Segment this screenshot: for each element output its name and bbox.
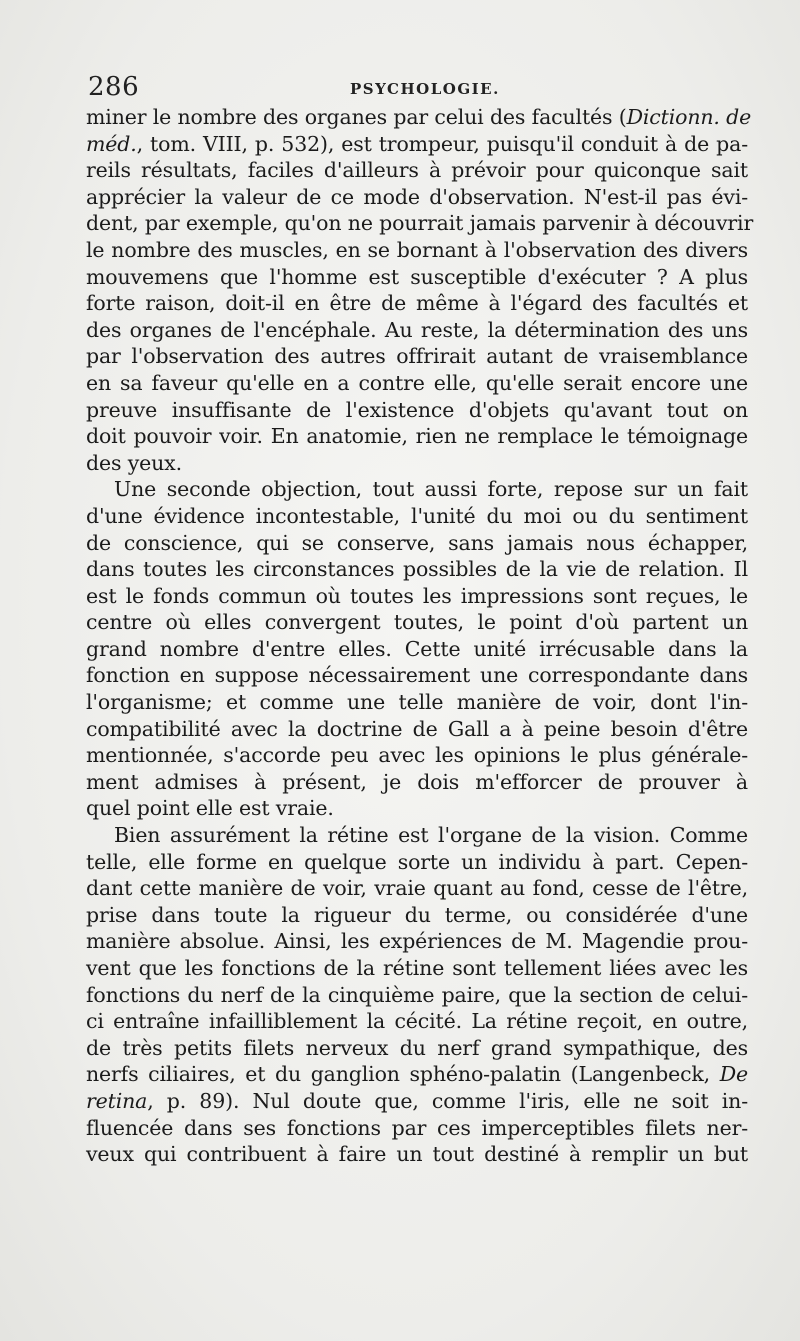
- text-segment: par l'observation des autres offrirait autant de vraisemblance: [86, 344, 748, 369]
- text-segment: d'une évidence incontestable, l'unité du moi ou du sentiment: [86, 503, 748, 528]
- text-segment: Bien assurément la rétine est l'organe de la vision. Comme: [114, 823, 748, 848]
- text-segment: preuve insuffisante de l'existence d'objets qu'avant tout on: [86, 397, 748, 422]
- text-segment: telle, elle forme en quelque sorte un individu à part. Cepen-: [86, 849, 748, 874]
- text-line: [86, 423, 748, 450]
- text-line: [86, 530, 748, 557]
- text-segment: de très petits filets nerveux du nerf grand sympathique, des: [86, 1035, 748, 1060]
- text-line: [86, 343, 748, 370]
- text-segment: quel point elle est vraie.: [86, 796, 334, 821]
- text-line: [86, 636, 748, 663]
- text-line: [86, 556, 748, 583]
- text-line: [86, 1115, 748, 1142]
- text-segment: compatibilité avec la doctrine de Gall a à peine besoin d'être: [86, 716, 748, 741]
- running-title: PSYCHOLOGIE.: [350, 80, 500, 98]
- text-segment: fluencée dans ses fonctions par ces imperceptibles filets ner-: [86, 1115, 748, 1140]
- text-line: [86, 397, 748, 424]
- text-segment: ment admises à présent, je dois m'efforcer de prouver à: [86, 769, 748, 794]
- text-line: [86, 476, 748, 503]
- text-segment: mentionnée, s'accorde peu avec les opinions le plus générale-: [86, 743, 748, 768]
- text-line: [86, 450, 748, 477]
- text-segment: centre où elles convergent toutes, le point d'où partent un: [86, 610, 748, 635]
- text-line: [86, 689, 748, 716]
- text-line: [86, 1088, 748, 1115]
- text-segment: vent que les fonctions de la rétine sont tellement liées avec les: [86, 956, 748, 980]
- text-segment: dant cette manière de voir, vraie quant au fond, cesse de l'être,: [86, 876, 748, 901]
- text-segment: doit pouvoir voir. En anatomie, rien ne remplace le témoignage: [86, 424, 748, 449]
- text-segment: en sa faveur qu'elle en a contre elle, qu'elle serait encore une: [86, 370, 748, 395]
- text-segment: est le fonds commun où toutes les impressions sont reçues, le: [86, 583, 748, 608]
- text-segment: Une seconde objection, tout aussi forte, repose sur un fait: [114, 477, 748, 502]
- text-line: [86, 237, 748, 264]
- text-line: [86, 1061, 748, 1088]
- body-text: [86, 104, 754, 1168]
- text-segment: manière absolue. Ainsi, les expériences de M. Magendie prou-: [86, 929, 748, 954]
- text-segment: nerfs ciliaires, et du ganglion sphéno-palatin (Langenbeck,: [86, 1062, 720, 1087]
- text-segment: , p. 89). Nul doute que, comme l'iris, elle ne soit in-: [147, 1088, 748, 1113]
- text-segment: mouvemens que l'homme est susceptible d'exécuter ? A plus: [86, 264, 748, 289]
- text-line: [86, 902, 748, 929]
- italic-segment: retina: [86, 1088, 148, 1113]
- text-segment: fonctions du nerf de la cinquième paire, que la section de celui-: [86, 982, 748, 1007]
- text-line: [86, 184, 748, 211]
- text-segment: forte raison, doit-il en être de même à l'égard des facultés et: [86, 291, 748, 316]
- text-line: [86, 716, 748, 743]
- text-line: [86, 1035, 748, 1062]
- text-segment: des yeux.: [86, 450, 182, 475]
- text-segment: de conscience, qui se conserve, sans jamais nous échapper,: [86, 530, 748, 555]
- text-segment: dans toutes les circonstances possibles de la vie de relation. Il: [86, 557, 748, 582]
- text-line: [86, 370, 748, 397]
- text-line: [86, 131, 748, 158]
- text-segment: des organes de l'encéphale. Au reste, la détermination des uns: [86, 317, 748, 342]
- text-segment: miner le nombre des organes par celui des facultés (: [86, 105, 627, 129]
- text-line: [86, 982, 748, 1009]
- text-line: [86, 662, 748, 689]
- text-line: [86, 264, 748, 291]
- text-segment: fonction en suppose nécessairement une correspondante dans: [86, 663, 748, 688]
- text-line: [86, 875, 748, 902]
- text-line: [86, 1141, 748, 1168]
- text-line: [86, 104, 752, 131]
- text-line: [86, 928, 748, 955]
- text-segment: le nombre des muscles, en se bornant à l'observation des divers: [86, 237, 748, 262]
- text-segment: l'organisme; et comme une telle manière de voir, dont l'in-: [86, 690, 748, 715]
- text-segment: veux qui contribuent à faire un tout destiné à remplir un but: [86, 1142, 748, 1167]
- text-segment: apprécier la valeur de ce mode d'observation. N'est-il pas évi-: [86, 184, 748, 209]
- text-line: [86, 1008, 748, 1035]
- text-line: [86, 290, 748, 317]
- text-line: [86, 583, 748, 610]
- text-line: [86, 955, 748, 982]
- text-line: [86, 822, 748, 849]
- text-segment: dent, par exemple, qu'on ne pourrait jamais parvenir à découvrir: [86, 211, 754, 236]
- text-segment: prise dans toute la rigueur du terme, ou considérée d'une: [86, 902, 748, 927]
- page-number: 286: [88, 72, 140, 102]
- italic-segment: méd.: [86, 131, 137, 156]
- text-segment: grand nombre d'entre elles. Cette unité irrécusable dans la: [86, 636, 748, 661]
- italic-segment: Dictionn. de: [626, 105, 752, 129]
- text-line: [86, 317, 748, 344]
- text-segment: ci entraîne infailliblement la cécité. La rétine reçoit, en outre,: [86, 1009, 748, 1034]
- running-head: [88, 72, 748, 108]
- text-line: [86, 849, 748, 876]
- text-line: [86, 795, 748, 822]
- text-line: [86, 609, 748, 636]
- text-line: [86, 742, 748, 769]
- italic-segment: De: [719, 1062, 748, 1087]
- text-line: [86, 503, 748, 530]
- text-segment: , tom. VIII, p. 532), est trompeur, puisqu'il conduit à de pa-: [136, 131, 748, 156]
- text-line: [86, 210, 754, 237]
- text-line: [86, 157, 748, 184]
- text-line: [86, 769, 748, 796]
- text-segment: reils résultats, faciles d'ailleurs à prévoir pour quiconque sait: [86, 158, 748, 183]
